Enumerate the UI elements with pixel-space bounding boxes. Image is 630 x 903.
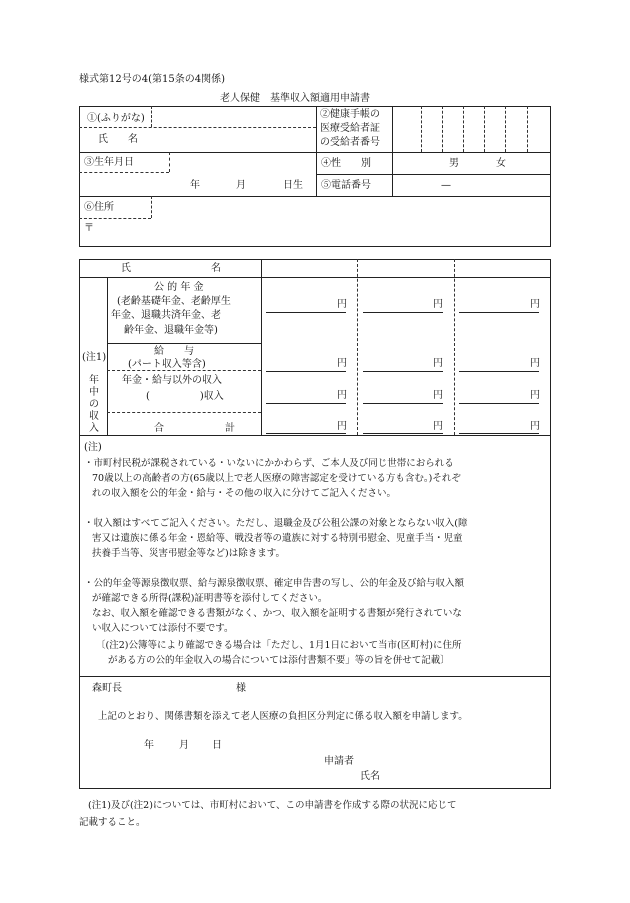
note-1-line-2: れの収入額を公的年金・給与・その他の収入に分けてご記入ください。 <box>92 488 397 499</box>
yen-mark: 円 <box>530 299 540 310</box>
total-label-2: 計 <box>225 423 235 434</box>
other-line-0: 年金・給与以外の収入 <box>122 375 222 386</box>
yen-mark: 円 <box>530 421 540 432</box>
note-3-line-1: が確認できる所得(課税)証明書等を添付してください。 <box>92 593 328 604</box>
yen-mark: 円 <box>337 390 347 401</box>
pension-line-1: (老齢基礎年金、老齢厚生 <box>117 296 231 307</box>
form-title: 老人保健 基準収入額適用申請書 <box>220 93 370 104</box>
yen-mark: 円 <box>530 390 540 401</box>
postal-mark: 〒 <box>84 223 94 234</box>
footer-line-1: 記載すること。 <box>79 817 146 828</box>
applicant-name-label: 氏名 <box>360 771 380 782</box>
note-3-line-3: い収入については添付不要です。 <box>92 623 234 634</box>
yen-mark: 円 <box>433 299 443 310</box>
other-line-1: ( )収入 <box>146 391 224 402</box>
date-day: 日 <box>212 740 222 751</box>
phone-label: ⑤電話番号 <box>321 180 371 191</box>
pension-line-0: 公 的 年 金 <box>154 282 204 293</box>
side-note: (注1) <box>82 352 107 363</box>
name-label: 氏 名 <box>98 134 138 145</box>
salary-line-0: 給 与 <box>154 346 194 357</box>
pension-line-2: 年金、退職共済年金、老 <box>111 310 221 321</box>
name-header-1: 氏 <box>121 263 131 274</box>
name-header-2: 名 <box>211 263 221 274</box>
birth-label: ③生年月日 <box>84 157 134 168</box>
applicant-label: 申請者 <box>324 756 354 767</box>
notes-heading: (注) <box>84 442 102 453</box>
note-4-line-1: がある方の公的年金収入の場合については添付書類不要」等の旨を併せて記載〕 <box>108 655 450 666</box>
insurance-label-2: 医療受給者証 <box>320 123 380 134</box>
note-3-line-0: ・公的年金等源泉徴収票、給与源泉徴収票、確定申告書の写し、公的年金及び給与収入額 <box>84 578 465 589</box>
insurance-label-1: ②健康手帳の <box>320 109 380 120</box>
salary-line-1: (パート収入等含) <box>128 359 206 370</box>
side-vertical-2: の <box>89 399 99 410</box>
note-2-line-0: ・収入額はすべてご記入ください。ただし、退職金及び公租公課の対象とならない収入(障 <box>84 518 468 529</box>
application-body: 上記のとおり、関係書類を添えて老人医療の負担区分判定に係る収入額を申請します。 <box>98 711 468 722</box>
yen-mark: 円 <box>337 358 347 369</box>
side-vertical-3: 収 <box>89 411 99 422</box>
date-month: 月 <box>179 740 189 751</box>
furigana-label: ①(ふりがな) <box>87 113 145 124</box>
note-1-line-0: ・市町村民税が課税されている・いないにかかわらず、ご本人及び同じ世帯におられる <box>84 458 454 469</box>
insurance-label-3: の受給者番号 <box>320 137 380 148</box>
yen-mark: 円 <box>530 358 540 369</box>
address-label: ⑥住所 <box>84 202 114 213</box>
sex-male[interactable]: 男 <box>449 158 459 169</box>
side-vertical-0: 年 <box>89 375 99 386</box>
side-vertical-4: 入 <box>89 423 99 434</box>
note-2-line-1: 害又は遺族に係る年金・恩給等、戦没者等の遺族に対する特別弔慰金、児童手当・児童 <box>92 533 463 544</box>
date-year: 年 <box>144 740 154 751</box>
note-1-line-1: 70歳以上の高齢者の方(65歳以上で老人医療の障害認定を受けている方も含む。)それぞ <box>92 473 461 484</box>
note-4-line-0: 〔(注2)公簿等により確認できる場合は「ただし、1月1日において当市(区町村)に住所 <box>96 640 462 651</box>
yen-mark: 円 <box>433 421 443 432</box>
phone-dash: — <box>441 180 451 191</box>
birth-year: 年 <box>190 180 200 191</box>
addressee: 森町長 <box>92 683 122 694</box>
sex-female[interactable]: 女 <box>496 158 506 169</box>
birth-month: 月 <box>236 180 246 191</box>
yen-mark: 円 <box>337 421 347 432</box>
sex-label: ④性 別 <box>321 158 371 169</box>
birth-day: 日生 <box>283 180 303 191</box>
total-label-1: 合 <box>154 423 164 434</box>
yen-mark: 円 <box>433 390 443 401</box>
note-3-line-2: なお、収入額を確認できる書類がなく、かつ、収入額を証明する書類が発行されていな <box>92 608 462 619</box>
pension-line-3: 齢年金、退職年金等) <box>124 325 218 336</box>
footer-line-0: (注1)及び(注2)については、市町村において、この申請書を作成する際の状況に応じて <box>88 800 457 811</box>
note-2-line-2: 扶養手当等、災害弔慰金等など)は除きます。 <box>92 548 285 559</box>
yen-mark: 円 <box>337 299 347 310</box>
addressee-sama: 様 <box>236 683 246 694</box>
form-number: 様式第12号の4(第15条の4関係) <box>79 74 225 85</box>
yen-mark: 円 <box>433 358 443 369</box>
side-vertical-1: 中 <box>89 387 99 398</box>
